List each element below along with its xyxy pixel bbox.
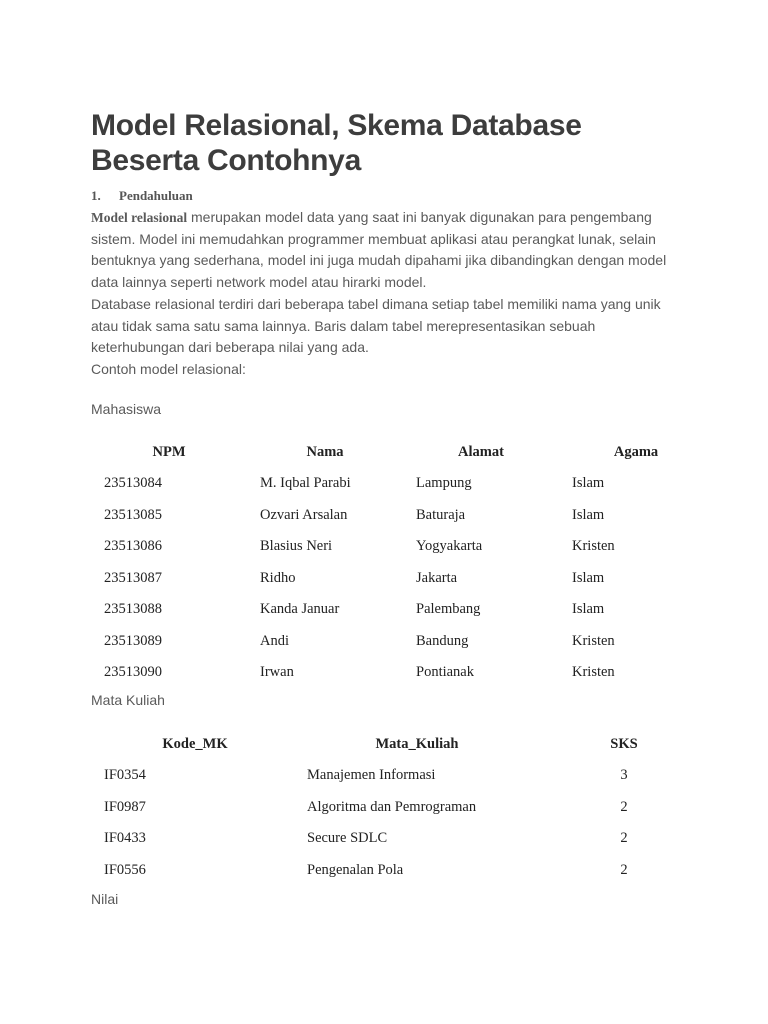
column-header-kode-mk: Kode_MK <box>162 736 228 752</box>
column-header-mata-kuliah: Mata_Kuliah <box>375 736 459 752</box>
cell-mata-kuliah: Algoritma dan Pemrograman <box>307 798 477 815</box>
section-number: 1. <box>91 188 101 203</box>
cell-mata-kuliah: Pengenalan Pola <box>307 861 404 878</box>
cell-npm: 23513088 <box>104 601 162 618</box>
nilai-caption: Nilai <box>91 891 119 907</box>
table-header-row <box>91 437 713 468</box>
page-title: Model Relasional, Skema Database Beserta Contohnya <box>91 109 582 177</box>
cell-sks: 2 <box>620 798 628 815</box>
cell-nama: Ridho <box>260 569 296 586</box>
paragraph-1 <box>91 207 681 294</box>
cell-agama: Islam <box>572 569 605 586</box>
column-header-alamat: Alamat <box>458 444 504 460</box>
cell-agama: Kristen <box>572 632 615 649</box>
paragraph-1-body: merupakan model data yang saat ini banyak digunakan para pengembang sistem. Model ini memudahkan programmer membuat aplikasi atau perangkat lunak, selain bentuknya yang sederhana, model ini juga mudah dipahami jika dibandingkan dengan model data lainnya seperti network model atau hirarki model. <box>91 209 667 291</box>
cell-kode-mk: IF0433 <box>104 830 146 847</box>
cell-sks: 3 <box>620 767 628 784</box>
cell-kode-mk: IF0987 <box>104 798 146 815</box>
cell-alamat: Palembang <box>416 601 481 618</box>
cell-npm: 23513085 <box>104 506 162 523</box>
cell-alamat: Baturaja <box>416 506 466 523</box>
cell-nama: Andi <box>260 632 289 649</box>
cell-agama: Islam <box>572 601 605 618</box>
table-row <box>91 468 713 500</box>
cell-alamat: Jakarta <box>416 569 458 586</box>
cell-agama: Kristen <box>572 538 615 555</box>
table-row <box>91 563 713 595</box>
paragraph-2: Database relasional terdiri dari beberapa tabel dimana setiap tabel memiliki nama yang unik atau tidak sama satu sama lainnya. Baris dalam tabel merepresentasikan sebuah keterhubungan dari beberapa nilai yang ada. <box>91 295 661 356</box>
table-row <box>91 626 713 658</box>
table-header-row <box>91 729 713 760</box>
table-row <box>91 531 713 563</box>
section-title: Pendahuluan <box>119 188 193 203</box>
cell-npm: 23513090 <box>104 664 162 681</box>
cell-sks: 2 <box>620 830 628 847</box>
cell-alamat: Bandung <box>416 632 469 649</box>
cell-agama: Kristen <box>572 664 615 681</box>
cell-nama: Irwan <box>260 664 294 681</box>
table-row <box>91 760 713 792</box>
paragraph-1-lead: Model relasional <box>91 210 188 225</box>
cell-kode-mk: IF0354 <box>104 767 146 784</box>
cell-nama: Ozvari Arsalan <box>260 506 348 523</box>
cell-npm: 23513087 <box>104 569 162 586</box>
column-header-agama: Agama <box>613 444 659 460</box>
column-header-sks: SKS <box>610 736 638 752</box>
cell-mata-kuliah: Manajemen Informasi <box>307 767 436 784</box>
cell-npm: 23513084 <box>104 475 162 492</box>
cell-agama: Islam <box>572 475 605 492</box>
cell-alamat: Pontianak <box>416 664 474 681</box>
cell-nama: M. Iqbal Parabi <box>260 475 351 492</box>
cell-nama: Blasius Neri <box>260 538 333 555</box>
mahasiswa-table <box>91 437 713 689</box>
table-row <box>91 823 713 855</box>
table-row <box>91 594 713 626</box>
table-row <box>91 657 713 689</box>
column-header-nama: Nama <box>306 444 344 460</box>
cell-alamat: Yogyakarta <box>416 538 483 555</box>
mata-kuliah-table <box>91 729 713 886</box>
section-heading <box>91 188 193 204</box>
column-header-npm: NPM <box>152 444 186 460</box>
table-row <box>91 500 713 532</box>
cell-npm: 23513089 <box>104 632 162 649</box>
cell-mata-kuliah: Secure SDLC <box>307 830 388 847</box>
mata-kuliah-caption: Mata Kuliah <box>91 692 165 708</box>
cell-npm: 23513086 <box>104 538 162 555</box>
intro-text <box>91 207 681 381</box>
paragraph-3: Contoh model relasional: <box>91 360 246 377</box>
table-row <box>91 792 713 824</box>
mahasiswa-caption: Mahasiswa <box>91 401 162 417</box>
cell-agama: Islam <box>572 506 605 523</box>
table-row <box>91 855 713 887</box>
cell-alamat: Lampung <box>416 475 472 492</box>
cell-sks: 2 <box>620 861 628 878</box>
cell-nama: Kanda Januar <box>260 601 340 618</box>
cell-kode-mk: IF0556 <box>104 861 146 878</box>
